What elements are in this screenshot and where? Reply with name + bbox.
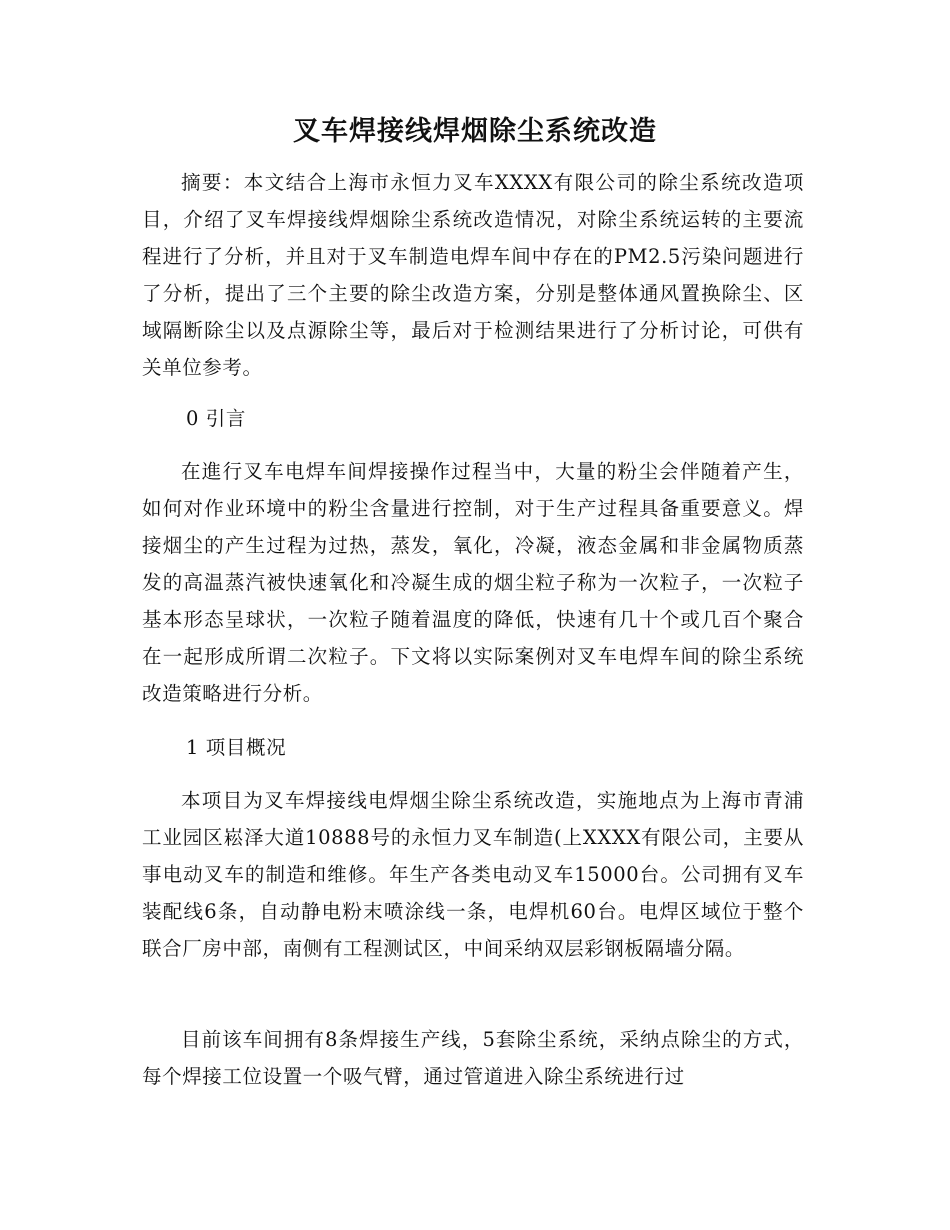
section-heading-introduction: 0 引言 — [186, 407, 247, 430]
section-heading-project-overview: 1 项目概况 — [186, 736, 287, 759]
project-overview-paragraph-2: 目前该车间拥有8条焊接生产线，5套除尘系统，采纳点除尘的方式，每个焊接工位设置一个吸气臂，通过管道进入除尘系统进行过 — [142, 1028, 804, 1088]
abstract-paragraph: 摘要：本文结合上海市永恒力叉车XXXX有限公司的除尘系统改造项目，介绍了叉车焊接线焊烟除尘系统改造情况，对除尘系统运转的主要流程进行了分析，并且对于叉车制造电焊车间中存在的PM2.5污染问题进行了分析，提出了三个主要的除尘改造方案，分别是整体通风置换除尘、区域隔断除尘以及点源除尘等，最后对于检测结果进行了分析讨论，可供有关单位参考。 — [142, 171, 804, 379]
project-overview-paragraph: 本项目为叉车焊接线电焊烟尘除尘系统改造，实施地点为上海市青浦工业园区崧泽大道10888号的永恒力叉车制造(上XXXX有限公司，主要从事电动叉车的制造和维修。年生产各类电动叉车15000台。公司拥有叉车装配线6条，自动静电粉末喷涂线一条，电焊机60台。电焊区域位于整个联合厂房中部，南侧有工程测试区，中间采纳双层彩钢板隔墙分隔。 — [142, 789, 804, 960]
document-title: 叉车焊接线焊烟除尘系统改造 — [293, 116, 657, 147]
introduction-paragraph: 在進行叉车电焊车间焊接操作过程当中，大量的粉尘会伴随着产生，如何对作业环境中的粉尘含量进行控制，对于生产过程具备重要意义。焊接烟尘的产生过程为过热，蒸发，氧化，冷凝，液态金属和非金属物质蒸发的高温蒸汽被快速氧化和冷凝生成的烟尘粒子称为一次粒子，一次粒子基本形态呈球状，一次粒子随着温度的降低，快速有几十个或几百个聚合在一起形成所谓二次粒子。下文将以实际案例对叉车电焊车间的除尘系统改造策略进行分析。 — [142, 460, 804, 705]
